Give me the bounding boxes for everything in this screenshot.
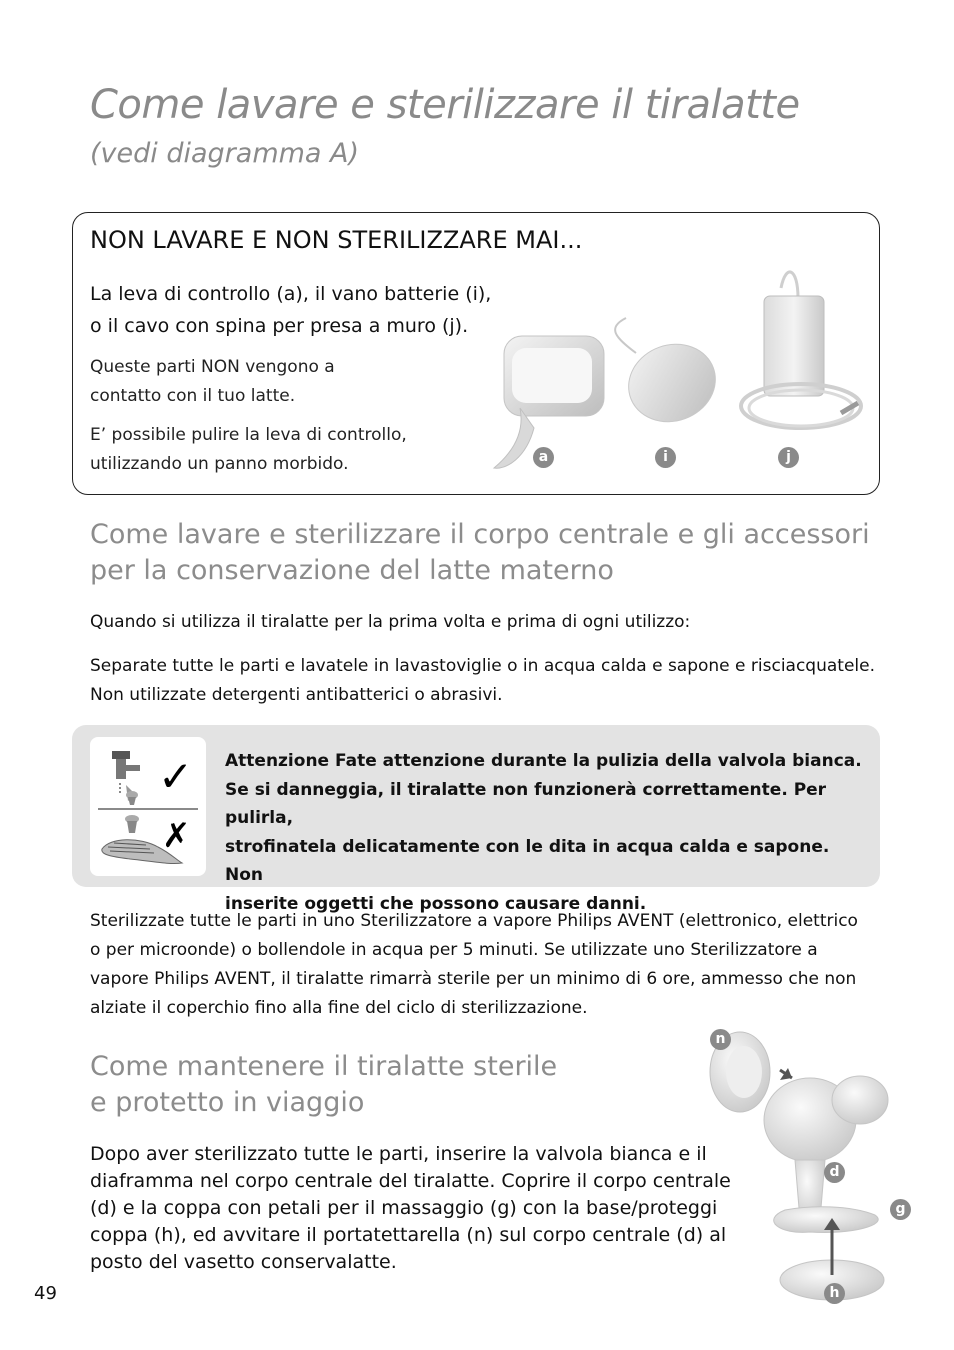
page-number: 49 (34, 1283, 57, 1304)
pump-body (764, 1076, 888, 1220)
warning-heading: NON LAVARE E NON STERILIZZARE MAI... (90, 226, 583, 254)
part-label-n: n (710, 1029, 731, 1050)
part-label-g: g (890, 1199, 911, 1220)
assembled-pump-illustration (700, 1020, 930, 1320)
warning-paragraph (90, 421, 407, 479)
part-label-i: i (655, 447, 676, 468)
intro-text: Quando si utilizza il tiralatte per la prima volta e prima di ogni utilizzo: (90, 612, 691, 632)
text-line: Se si danneggia, il tiralatte non funzionerà correttamente. Per pulirla, (225, 779, 827, 828)
text-line: Separate tutte le parti e lavatele in lavastoviglie o in acqua calda e sapone e risciacquatele. (90, 656, 876, 676)
text-line: utilizzando un panno morbido. (90, 454, 349, 474)
warning-subheading-line: La leva di controllo (a), il vano batterie (i), (90, 283, 492, 305)
part-label-j: j (778, 447, 799, 468)
text-line: Queste parti NON vengono a (90, 357, 335, 377)
power-adapter (741, 272, 861, 428)
text-line: strofinatela delicatamente con le dita in acqua calda e sapone. Non (225, 836, 830, 885)
check-mark-icon: ✓ (158, 752, 194, 801)
text-line: inserite oggetti che possono causare danni. (225, 893, 647, 914)
text-line: diaframma nel corpo centrale del tiralatte. Coprire il corpo centrale (90, 1170, 731, 1192)
text-line: posto del vasetto conservalatte. (90, 1251, 397, 1273)
section-heading (90, 517, 870, 589)
part-label-a: a (533, 447, 554, 468)
heading-line: Come mantenere il tiralatte sterile (90, 1051, 558, 1082)
text-line: o per microonde) o bollendole in acqua per 5 minuti. Se utilizzate uno Sterilizzatore a (90, 940, 818, 960)
heading-line: per la conservazione del latte materno (90, 555, 614, 586)
section-heading (90, 1049, 557, 1121)
text-line: Non utilizzate detergenti antibatterici o abrasivi. (90, 685, 503, 705)
page-subtitle: (vedi diagramma A) (90, 138, 360, 169)
text-line: contatto con il tuo latte. (90, 386, 296, 406)
text-line: vapore Philips AVENT, il tiralatte rimarrà sterile per un minimo di 6 ore, ammesso che non (90, 969, 857, 989)
wash-paragraph (90, 652, 875, 710)
part-label-d: d (824, 1162, 845, 1183)
caution-text (225, 747, 865, 918)
page-title: Come lavare e sterilizzare il tiralatte (90, 82, 800, 128)
travel-paragraph (90, 1141, 731, 1276)
heading-line: e protetto in viaggio (90, 1087, 365, 1118)
heading-line: Come lavare e sterilizzare il corpo centrale e gli accessori (90, 519, 870, 550)
text-line: coppa (h), ed avvitare il portatettarella (n) sul corpo centrale (d) al (90, 1224, 727, 1246)
text-line: E’ possibile pulire la leva di controllo, (90, 425, 407, 445)
warning-subheading-line: o il cavo con spina per presa a muro (j). (90, 315, 469, 337)
cross-mark-icon: ✗ (162, 816, 191, 856)
warning-paragraph (90, 353, 335, 411)
text-line: Attenzione Fate attenzione durante la pulizia della valvola bianca. (225, 751, 862, 771)
text-line: Dopo aver sterilizzato tutte le parti, inserire la valvola bianca e il (90, 1143, 707, 1165)
battery-unit (615, 318, 726, 434)
part-label-h: h (824, 1283, 845, 1304)
text-line: Sterilizzate tutte le parti in uno Sterilizzatore a vapore Philips AVENT (elettronico, elettrico (90, 911, 858, 931)
text-line: alziate il coperchio fino alla fine del ciclo di sterilizzazione. (90, 998, 588, 1018)
sterilize-paragraph (90, 907, 858, 1023)
pump-parts-illustration (486, 258, 866, 474)
text-line: (d) e la coppa con petali per il massaggio (g) con la base/proteggi (90, 1197, 718, 1219)
